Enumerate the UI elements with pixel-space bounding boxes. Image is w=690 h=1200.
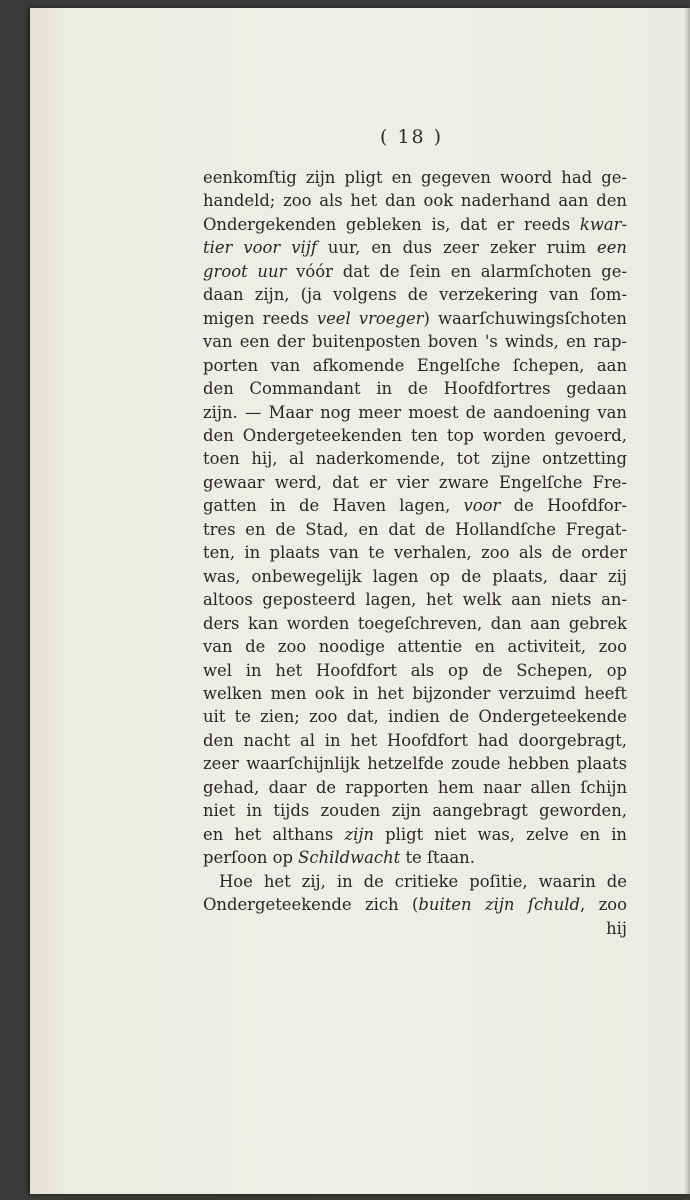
text-line (203, 729, 627, 752)
text-line (203, 846, 627, 869)
text-line (203, 260, 627, 283)
text-segment: van een der buitenposten boven 's winds, en rap- (203, 332, 627, 352)
text-line (203, 682, 627, 705)
text-segment: den Ondergeteekenden ten top worden gevoerd, (203, 425, 627, 445)
text-line (203, 823, 627, 846)
body-text (203, 166, 627, 940)
text-line (203, 565, 627, 588)
text-segment: zijn. — Maar nog meer moest de aandoening van (203, 402, 627, 422)
text-segment: handeld; zoo als het dan ook naderhand aan den (203, 191, 627, 211)
italic-segment: buiten zijn ſchuld (418, 895, 580, 915)
page-number: ( 18 ) (380, 126, 444, 148)
text-segment: welken men ook in het bijzonder verzuimd heeft (203, 683, 627, 703)
text-line (203, 776, 627, 799)
book-page (30, 8, 690, 1194)
text-segment: ten, in plaats van te verhalen, zoo als de order (203, 543, 627, 563)
text-line (203, 659, 627, 682)
text-segment: , zoo (580, 895, 627, 915)
text-line (203, 518, 627, 541)
text-line (203, 494, 627, 517)
text-segment: den nacht al in het Hoofdfort had doorgebragt, (203, 730, 627, 750)
text-segment: vóór dat de ſein en alarmſchoten ge- (286, 261, 627, 281)
text-line (203, 893, 627, 916)
italic-segment: groot uur (203, 261, 287, 281)
italic-segment: een (597, 238, 627, 258)
text-segment: zeer waarſchijnlijk hetzelfde zoude hebben plaats (203, 754, 627, 774)
text-line (203, 424, 627, 447)
text-segment: wel in het Hoofdfort als op de Schepen, op (203, 660, 627, 680)
text-line (203, 870, 627, 893)
text-line (203, 189, 627, 212)
text-segment: toen hij, al naderkomende, tot zijne ontzetting (203, 449, 627, 469)
text-segment: ders kan worden toegeſchreven, dan aan gebrek (203, 613, 627, 633)
text-line (203, 166, 627, 189)
italic-segment: veel vroeger (316, 308, 424, 328)
text-segment: uur, en dus zeer zeker ruim (316, 238, 598, 258)
text-segment: uit te zien; zoo dat, indien de Ondergeteekende (203, 707, 627, 727)
text-segment: altoos geposteerd lagen, het welk aan niets an- (203, 590, 627, 610)
text-line (203, 213, 627, 236)
text-segment: den Commandant in de Hoofdfortres gedaan (203, 379, 627, 399)
text-segment: en het althans (203, 824, 345, 844)
text-line (203, 447, 627, 470)
italic-segment: zijn (344, 824, 374, 844)
text-segment: Ondergekenden gebleken is, dat er reeds (203, 214, 580, 234)
text-segment: Hoe het zij, in de critieke poſitie, waarin de (219, 871, 627, 891)
text-segment: van de zoo noodige attentie en activiteit, zoo (203, 637, 627, 657)
text-segment: migen reeds (203, 308, 317, 328)
text-segment: perſoon op (203, 848, 299, 868)
text-line (203, 401, 627, 424)
text-segment: tres en de Stad, en dat de Hollandſche Fregat- (203, 519, 627, 539)
text-segment: gatten in de Haven lagen, (203, 496, 464, 516)
text-line (203, 283, 627, 306)
text-line (203, 307, 627, 330)
text-segment: niet in tijds zouden zijn aangebragt geworden, (203, 801, 627, 821)
text-segment: ) waarſchuwingsſchoten (423, 308, 627, 328)
text-line (203, 635, 627, 658)
text-line (203, 752, 627, 775)
text-segment: daan zijn, (ja volgens de verzekering van ſom- (203, 285, 627, 305)
text-segment: Ondergeteekende zich ( (203, 895, 419, 915)
italic-segment: Schildwacht (298, 848, 401, 868)
text-line (203, 705, 627, 728)
italic-segment: voor (463, 496, 501, 516)
text-segment: gewaar werd, dat er vier zware Engelſche Fre- (203, 472, 627, 492)
text-line (203, 377, 627, 400)
text-line (203, 588, 627, 611)
text-line (203, 541, 627, 564)
text-segment: gehad, daar de rapporten hem naar allen ſchijn (203, 777, 627, 797)
text-line (203, 471, 627, 494)
text-segment: porten van afkomende Engelſche ſchepen, aan (203, 355, 627, 375)
catchword: hij (606, 918, 627, 938)
text-line (203, 799, 627, 822)
text-segment: de Hoofdfor- (500, 496, 627, 516)
text-line (203, 330, 627, 353)
text-line (203, 354, 627, 377)
text-segment: was, onbewegelijk lagen op de plaats, daar zij (203, 566, 627, 586)
text-line (203, 612, 627, 635)
italic-segment: tier voor vijf (203, 238, 317, 258)
text-line (203, 236, 627, 259)
text-segment: pligt niet was, zelve en in (373, 824, 627, 844)
text-segment: te ſtaan. (400, 848, 475, 868)
text-segment: eenkomſtig zijn pligt en gegeven woord had ge- (203, 168, 627, 187)
italic-segment: kwar- (579, 214, 627, 234)
